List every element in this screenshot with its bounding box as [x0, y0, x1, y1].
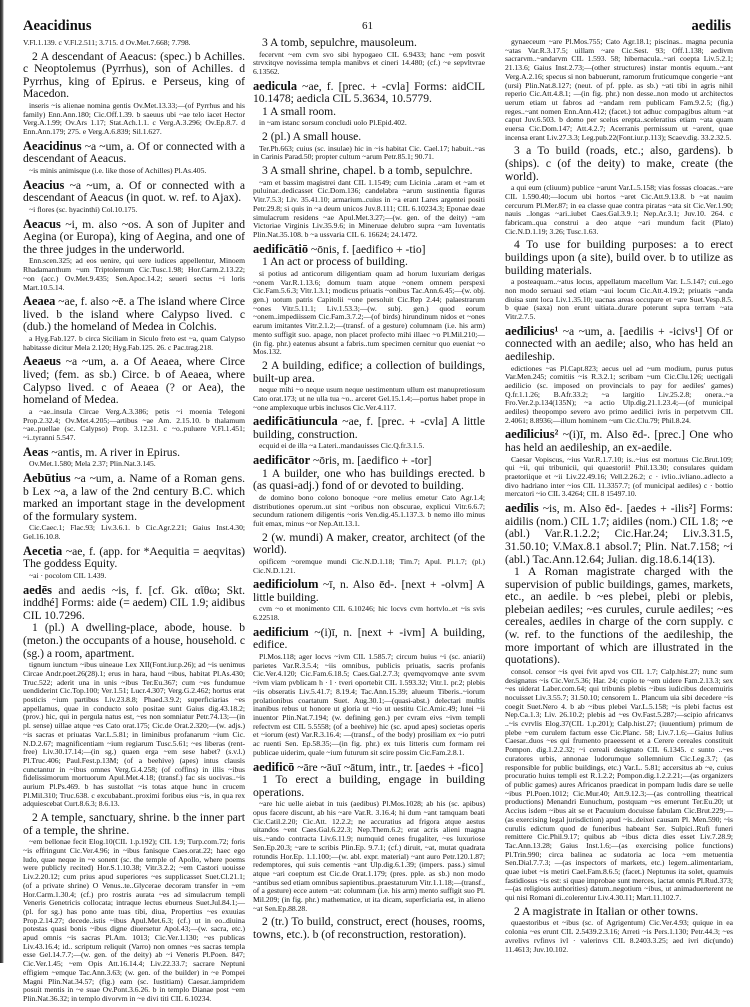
entry-definition: ~(i)ī, n. [next + -ivm] A building, edifice.: [253, 625, 485, 652]
dictionary-entry: [23, 545, 245, 571]
citation-block: a posteaquam..~atus locus, appellatum macellum Var. L.5.147; cui..ego non modo seruaui sed etiam ~aui locum Cic.Att.4.19.2; priuatis ~anda diuisa sunt loca Liv.1.35.10; uacnas areas occupare et ~are Suet.Vesp.8.5. b quae (saxa) non erunt uitiata..durare poterunt supra terram ~ata Vitr.2.7.5.: [505, 277, 733, 322]
headword: aedificātor: [253, 453, 311, 468]
headword: Aecetia: [23, 543, 63, 558]
entry-definition: ~a ~um, a. [aedilis + -icivs¹] Of or connected with an aedile; also, who has held an aedileship.: [505, 324, 733, 363]
column-left: [23, 38, 245, 1007]
citation-block: ~is minis animisque (i.e. like those of Achilles) Pl.As.405.: [29, 166, 207, 176]
citation-block: ecquid ei de illa ~a Lateri..mandauisses Cic.Q.fr.3.1.5.: [259, 441, 425, 451]
entry-definition: ~āre ~āuī ~ātum, intr., tr. [aedes + -fico]: [294, 760, 484, 774]
dictionary-entry: [23, 140, 245, 166]
dictionary-entry: [23, 218, 245, 257]
citation-block: quaestoribus et ~ibus (sc. of Agrigentum) Cic.Ver.4.93; quique in ea colonia ~es erunt CIL 2.5439.2.3.16; Arreti ~is Pers.1.130; Petr.44.3; ~es avrelivs rvfinvs ivl · valerinvs CIL 8.2403.3.25; aed ivri dic(undo) 11.4613; Juv.10.102.: [505, 918, 733, 954]
headword: aedificātiō: [253, 241, 309, 256]
headword: Aeas: [23, 444, 49, 459]
headword: aedicula: [253, 78, 298, 93]
dictionary-entry: [505, 502, 733, 566]
citation-block: ~are hic uelle aiebat in tuis (aedibus) Pl.Mos.1028; ab his (sc. apibus) opus facere discunt, ab his ~are Var.R. 3.16.4; hi dum ~ant tamquam beati Cic.Catil.2.20; Cic.Att. 12.2.2; ne accuratius ad frigora atque aestus uitandos ~ent Caes.Gal.6.22.3; Nep.Them.6.2; erat acris alieni magna uis..~ando contracta Liv.6.11.9; numquid cenes frugaliter, ~es luxuriose Sen.Ep.20.3; ~are te scribis Plin.Ep. 9.7.1; (cf.) diruit, ~at, mutat quadrata rotundis Hor.Ep. 1.1.100;—(w. abl. expr. material) ~ant auro Petr.120.1.87; redemptores, qui suis cementis ~ant Ulp.dig.6.1.39; (impers. pass.) simul atque ~ari coeptum est Cic.de Orat.1.179; (pres. pple. as sb.) non modo ~antibus sed etiam omnibus sapientibus..praestaturum Vitr.1.1.18;—(transf., of a gesture) ecce autem ~at: columnam (i.e. his arm) mento suffigit suo Pl. Mil.209; (in fig. phr.) mathematice, ut ita dicam, superficiaria est, in alieno ~at Sen.Ep.88.28.: [253, 799, 485, 913]
dictionary-entry: [23, 446, 245, 460]
entry-definition: ~ōnis, f. [aedifico + -tio]: [308, 242, 426, 256]
sense-definition: 1 A small room.: [262, 104, 337, 118]
citation-block: si potius ad anticorum diligentiam quam ad horum luxuriam derigas ~onem Var.R.1.13.6; domum tuam atque ~onem omnem perspexi Cic.Fam.5.6.3; Vitr.1.3.1; modicus priuatis ~onibus Tac.Ann.6.45;—(w. obj. gen.) uotum patris Capitolii ~one persoluit Cic.Rep 2.44; palaestrarum ~ones Vitr.5.11.1; Liv.1.53.3;—(w. subj. gen.) quod eorum ~onem..impediissem Cic.Fam.3.7.2;—(of birds) hirundinum nidos et ~ones earum imitantes Vitr.2.1.2;—(transf. of a gesture) columnam (i.e. his arm) mento suffigit suo. apage, non placet profecto mihi illaec ~o Pl.Mil.210;—(in fig. phr.) eatenus absunt a fabris..tum specimen cernitur quo eueniat ~o Mos.132.: [253, 268, 485, 357]
citation-block: Ov.Met.1.580; Mela 2.37; Plin.Nat.3.145.: [29, 459, 156, 469]
dictionary-entry: [253, 626, 485, 652]
citation-block: a Hyg.Fab.127. b circa Siciliam in Siculo freto est ~a, quam Calypso habitasse dicitur Mela 2.120; Hyg.Fab.125. 26. c Pac.trag.218.: [23, 334, 245, 352]
running-head-right: aedilis: [691, 18, 731, 34]
sense-definition: 1 A builder, one who has buildings erected. b (as quasi-adj.) fond of or devoted to building.: [253, 466, 485, 493]
citation-block: Pl.Mos.118; ager locvs ~ivm CIL 1.585.7; circum huius ~i (sc. aniarii) parietes Var.R.3.5.4; ~iis omnibus, publicis priuatis, sacris profanis Cic.Ver.4.120; Cic.Fam.6.18.5; Caes.Gal.2.7.3; qvemqvomqve ante svvm ~ivm viam pvblicam h · l · tveri oportebit CIL 1.593.32; Vitr.1. pr.2; plebis ~iis obseratis Liv.5.41.7; 8.19.4; Tac.Ann.15.39; alueum Tiberis..~iorum prolationibus coartatum Suet. Aug.30.1;—(quasi-abst.) delectari multis inanibus rebus ut honore ut gloria ut ~io ut uestitu Cic.Amic.49; lutei ~ii inuentor Plin.Nat.7.194; (w. defining gen.) per cvram eivs ~ivm templi refectvm est CIL 5.5558; (of a beehive) hic (sc. apud apes) societas operis et ~iorum (est) Var.R.3.16.4; —(transf., of the body) prosiliam ex ~io putri ac ruenti Sen. Ep.58.35;—(in fig. phr.) ex tuis litteris cum formam rei publicae uiderim, quale ~ium futurum sit scire possim Cic.Fam.2.8.1.: [253, 652, 485, 757]
sense-definition: 1 To erect a building, engage in building operations.: [253, 773, 485, 799]
sense-definition: 2 A descendant of Aeacus: (spec.) b Achilles. c Neoptolemus (Pyrrhus), son of Achilles. d Pyrrhus, king of Epirus. e Perseus, king of Macedon.: [23, 49, 245, 101]
sense-definition: 2 (pl.) A small house.: [262, 130, 362, 144]
entry-definition: ~(i)ī, m. Also ēd-. [prec.] One who has held an aedileship, an ex-aedile.: [505, 428, 733, 455]
sense-definition: 3 a To build (roads, etc.; also, gardens). b (ships). c (of the deity) to make, create (the world).: [505, 144, 733, 183]
sense-definition: 3 A tomb, sepulchre, mausoleum.: [262, 36, 417, 49]
entry-definition: ~a ~um, a. a Of Aeaea, where Circe lived; (fem. as sb.) Circe. b of Aeaea, where Calypso lived. c of Aeaea (? or Aea), the homeland of Medea.: [23, 355, 245, 407]
headword: Aeaea: [23, 294, 56, 309]
entry-definition: ~a ~um, a. Of or connected with a descendant of Aeacus.: [23, 139, 245, 166]
citation-block: Cic.Caec.1; Flac.93; Liv.3.6.1. b Cic.Agr.2.21; Gaius Inst.4.30; Gel.16.10.8.: [23, 523, 245, 542]
dictionary-entry: [505, 428, 733, 454]
headword: Aeacius: [23, 177, 65, 192]
entry-definition: ~ae, f. [prec. + -cvla] A little building, construction.: [253, 415, 485, 441]
dictionary-entry: [23, 179, 245, 205]
citation-block: ~em bellonae fecit Elog.10(CIL 1.p.192); CIL 1.9; Turp.com.72; foris ~is effringunt Cic.Ver.4.96; in ~ibus fanisque Caes.orat.22; haec ego ludo, quae neque in ~e sonent (sc. the temple of Apollo, where poems were publicly recited) Hor.S.1.10.38; Vitr.3.2.2; ~em Castori uouisse Liv.2.20.12; cum prius apud superiores ~es supplicasset Suet.Cl.21.1; (of a private shrine) O Venus..te..Glycerae decoram transfer in ~em Hor.Carm.1.30.4; (cf.) pro rostris aurata ~es ad simulacrum templi Veneris Genetricis collocata; intraque lectus eburneus Suet.Jul.84.1;—(pl. for sg.) has pono ante tuas tibi, diua, Propertius ~es exuuias Prop.2.14.27; decede..istis ~ibus Apul.Met.6.3; (cf.) ut in eo..diuina potestas quasi bonis ~ibus digne diuersetur Apol.43;—(w. sacra, etc.) apud omnis ~is sacras Pl.Am. 1013; Cic.Ver.1.130; ~es publicas Liv.43.16.4; id.. scriptum reliquit (Varro) non omnes ~es sacras templa esse Gel.14.7.7;—(w. gen. of the deity) ab ~i Veneris Pl.Poen. 847; Cic.Ver.1.45; ~em Opis Att.16.14.4; Liv.22.33.7; sacrare Neptuni effigiem ~emque Tac.Ann.3.63; (w. gen. of the builder) in ~e Pompei Magni Plin.Nat.34.57; (fig.) eam (sc. Iustitiam) Caesar..iampridem posuit mentis in ~e suae Ov.Pont.3.6.26. b in templo Dianae post ~em Plin.Nat.36.32; in templo divorvm in ~e divi titi CIL 6.10234.: [23, 837, 245, 1003]
citation-block: a qui eum (cliuum) publice ~arunt Var.L.5.158; vias fossas cloacas..~are CIL 1.590.40;—locum ubi hortos ~aret Cic.Att.9.13.8. b ~at nauim cercurum Pl.Mer.87; in ea classe quae contra piratas ~ata sit Cic.Ver.1.90; nauis ..longas ~ari..iubet Caes.Gal.3.9.1; Nep.Ar.3.1; Juv.10. 264. c fabricam..qua construi a deo atque ~ari mundum facit (Plato) Cic.N.D.1.19; 3.26; Tusc.1.63.: [505, 183, 733, 236]
headword: aedificātiuncula: [253, 414, 338, 429]
column-middle: [253, 37, 485, 942]
column-right: [505, 37, 733, 957]
sense-definition: 4 To use for building purposes: a to erect buildings upon (a site), build over. b to utilize as building materials.: [505, 238, 733, 277]
citation-block: opificem ~oremque mundi Cic.N.D.1.18; Tim.7; Apul. Pl.1.7; (pl.) Cic.N.D.1.21.: [253, 556, 485, 575]
dictionary-entry: [505, 325, 733, 364]
citation-block: V.Fl.1.139. c V.Fl.2.511; 3.715. d Ov.Met.7.668; 7.798.: [23, 38, 191, 47]
entry-definition: ~ae, f. [prec. + -cvla] Forms: aidCIL 10.1478; aedicla CIL 5.3634, 10.5779.: [253, 79, 485, 106]
entry-definition: ~ae, f. (app. for *Aequitia = aeqvitas) The goddess Equity.: [23, 544, 245, 571]
citation-block: Enn.scen.325; ad eos uenire, qui uere iudices appellentur, Minoem Rhadamanthum ~um Triptolemum Cic.Tusc.1.98; Hor.Carm.2.13.22; ~on (acc.) Ov.Met.9.435; Sen.Apoc.14.2; seueri sectus ~i loris Mart.10.5.14.: [23, 256, 245, 292]
citation-block: ~i flores (sc. hyacinthi) Col.10.175.: [29, 204, 138, 214]
dictionary-entry: [253, 80, 485, 106]
citation-block: inseris ~is alienae nomina gentis Ov.Met.13.33;—(of Pyrrhus and his family) Enn.Ann.180; Cic.Off.1.39. b saeuus ubi ~ae telo iacet Hector Verg.A.1.99; Ov.Ars 1.17; Stat.Ach.1.1. c Verg.A.3.296; Ov.Ep.8.7. d Enn.Ann.179; 275. e Verg.A.6.839; Sil.1.627.: [23, 101, 245, 137]
headword: aedificō: [253, 759, 295, 774]
citation-block: cvm ~o et monimento CIL 6.10246; hic locvs cvm hortvlo..et ~is svis 6.22518.: [253, 604, 485, 623]
dictionary-entry: [253, 578, 485, 604]
sense-definition: 2 A magistrate in Italian or other towns.: [514, 904, 699, 918]
entry-definition: ~a ~um, a. Of or connected with a descendant of Aeacus (in quot. w. ref. to Ajax).: [23, 178, 245, 205]
headword: aedificiolum: [253, 577, 319, 592]
dictionary-entry: [23, 584, 245, 623]
citation-block: fecervnt ~em cvm svo sibi hypogaeo CIL 6.9433; hanc ~em posvit strvxitqve novissima templa manibvs et cineri 14.480; (cf.) ~e sepvltvrae 6.13562.: [253, 49, 485, 76]
entry-definition: ~is, m. Also ēd-. [aedes + -ilis²] Forms: aidilis (nom.) CIL 1.7; aidiles (nom.) CIL 1.8; ~e (abl.) Var.R.1.2.2; Cic.Har.24; Liv.3.31.5, 31.50.10; V.Max.8.1 absol.7; Plin. Nat.7.158; ~i (abl.) Tac.Ann.12.64; Julian. dig.18.6.14(13).: [505, 502, 733, 566]
citation-block: gynaeceum ~are Pl.Mos.755; Cato Agr.18.1; piscinas.. magna pecunia ~atas Var.R.3.17.5; uillam ~are Cic.Sest. 93; Off.1.138; aedivm sacrarvm..~andarvm CIL 1.593. 58; hibernacula..~ari coepta Liv.5.2.1; 21.13.6; Gaius Inst.2.73;—(other structures) instar montis equum..~ant Verg.A.2.16; specus si non babuerunt, ramorum fruticumque congerie ~ant (ursi) Plin.Nat.8.127; (neut. of pf. pple. as sb.) ~ati tibi in agris nihil reperio Cic.Att.4.8.1; —(in fig. phr.) non desse..non modo ut architectos uerum etiam ut fabros ad ~andam rem publicam Fam.9.2.5; (fig.) reges..~ant nomen Enn.Ann.412; (facet.) tot adhuc compagibus altum ~at caput Juv.6.503. b domo per scelus erepta..sceleratius etiam ~ata quam euersa Cic.Dom.147; Att.4.2.7; Acerranis permissum ut ~arent, quae incensa erant Liv.27.3.3; Leg.pub.22(Font.iur.p.113); Scaev.dig. 33.2.32.5.: [505, 37, 733, 142]
citation-block: de domino bono colono bonoque ~ore melius emetur Cato Agr.1.4; distributiones operum..ut sint ~oribus non obscurae, explicui Vitr.6.6.7; secundum rationem diligentis ~oris Ven.dig.45.1.137.3. b nemo illo minus fuit emax, minus ~or Nep.Att.13.1.: [253, 492, 485, 528]
dictionary-entry: [253, 243, 485, 257]
headword: Aeaeus: [23, 354, 61, 369]
dictionary-entry: [23, 295, 245, 334]
dictionary-entry: [253, 454, 485, 468]
dictionary-entry: [23, 355, 245, 406]
sense-definition: 2 (w. mundi) A maker, creator, architect (of the world).: [253, 530, 485, 557]
headword: aedificium: [253, 624, 309, 639]
page-binding-edge: [0, 0, 4, 963]
headword: aedīlis: [505, 501, 539, 516]
headword: aedīlicius²: [505, 427, 559, 442]
entry-definition: ~a ~um, a. Name of a Roman gens. b Lex ~a, a law of the 2nd century B.C. which marked an important stage in the development of the formulary system.: [23, 471, 245, 523]
citation-block: Caesar Vopiscus, ~ius Var.R.1.7.10; is..~ius est mortuus Cic.Brut.109; qui ~ii, qui tribunicii, qui quaestorii! Phil.13.30; consulares quidam praetoriique et ~ii Liv.22.49.16; Vell.2.26.2; c · ivlio..ivliano..adlecto a divo hadriano inter ~ios CIL 11.3357.7; (of municipal aediles) c · bottio mercatori ~io CIL 3.4264; CIL 8 15497.10.: [505, 454, 733, 499]
citation-block: ~ai · pocolom CIL 1.439.: [29, 570, 107, 580]
citation-block: Ter.Ph.663; cuius (sc. insulae) hic in ~is habitat Cic. Cael.17; habuit..~as in Carinis Parad.50; propter cultum ~arum Petr.85.1; 90.71.: [253, 143, 485, 162]
dictionary-entry: [23, 472, 245, 523]
sense-definition: 2 A building, edifice; a collection of buildings, built-up area.: [253, 358, 485, 385]
headword: Aeacidinus: [23, 138, 82, 153]
headword: aedīlicius¹: [505, 323, 559, 338]
entry-definition: and aedis ~is, f. [cf. Gk. αἴθω; Skt. inddhé] Forms: aide (= aedem) CIL 1.9; aidibus CIL 10.7296.: [23, 583, 245, 622]
entry-definition: ~ōris, m. [aedifico + -tor]: [310, 454, 432, 468]
running-head-left: Aeacidinus: [23, 18, 92, 34]
page-number: 61: [362, 20, 373, 32]
sense-definition: 1 A Roman magistrate charged with the supervision of public buildings, games, markets, etc., an aedile. b ~es plebei, plebi or plebis, plebeian aediles; ~es curules, curule aediles; ~es cereales, aediles in charge of the corn supply. c (w. ref. to the functions of the aedileship, the more important of which are illustrated in the quotations).: [505, 565, 733, 667]
sense-definition: 2 A temple, sanctuary, shrine. b the inner part of a temple, the shrine.: [23, 811, 245, 837]
citation-block: a ~ae..insula Circae Verg.A.3.386; petis ~i moenia Telegoni Prop.2.32.4; Ov.Met.4.205;—artibus ~ae Am. 2.15.10. b thalamum ~ae..puellae (sc. Calypso) Prop. 3.12.31. c ~o..puluere V.Fl.1.451; ~i..tyranni 5.547.: [23, 406, 245, 442]
citation-block: tignum iunctum ~ibus uineaue Lex XII(Font.iur.p.26); ad ~is uenimus Circae Andr.poet.26(28).1; erus in hara, haud ~ibus, habitat Pl.As.430; Truc.522; aderit una in unis ~ibus Ter.Eu.367; cum ~es fundumue uendiderint Cic.Top.100; Ver.1.51; Lucr.4.307; Verg.G.2.462; hortus erat posticis ~ium partibus Liv.23.8.8; Phaed.3.9.2; superficiarias ~es appellamus, quae in conducto solo positae sunt Gaius dig.43.18.2; (prov.) hic, qui in pergula natus est, ~es non somniatur Petr.74.13;—(in pl. sense) uillae atque ~es Cato orat.175; Cic.de Orat.2.320;—(w. adjs.) ~is sacras et priuatas Var.L.5.81; in liminibus profanarum ~ium Cic. N.D.2.67; magnificentiam ~ium regiarum Tusc.5.61; ~es liberas (rent-free) Liv.30.17.14;—(in sg.) quaen erga ~em sese habet? (s.v.l.) Pl.Truc.406; Paul.Fest.p.13M; (of a beehive) (apes) intus clausis cunctantur in ~ibus omnes Verg.G.4.258; (of coffins) in illis ~ibus fidelissimorum mortuorum Apul.Met.4.18; (transf.) fac sis uocivas..~is aurium Pl.Ps.469. b has sustollat ~is totas atque hunc in crucem Pl.Mil.310; Truc.638. c excubabant..proximi foribus eius ~is, in qua rex adquiescebat Curt.8.6.3; 8.6.13.: [23, 660, 245, 809]
headword: aedēs: [23, 582, 52, 597]
sense-definition: 2 (tr.) To build, construct, erect (houses, rooms, towns, etc.). b (of reconstruction, restoration).: [253, 915, 485, 942]
citation-block: edictiones ~as Pl.Capt.823; aecus uel ad ~um modium, purus putus Var.Men.245; comitiis ~is R.3.2.1; scribam ~um Cic.Clu.126; uectigali aedilicio (sc. imposed on provincials to pay for aediles' games) Q.fr.1.1.26; B.Afr.33.2; ~a largitio Liv.25.2.8; onera..~a Fro.Ver.2.p.134(135N); ~a actio Ulp.dig.21.1.23.4;—(of municipal aediles) theopompo severo avo primo aedilici ivris in perpetvvm CIL 2.4061; 8.8936;—illum hominem ~um Cic.Clu.79; Phil.8.24.: [505, 363, 733, 425]
entry-definition: ~antis, m. A river in Epirus.: [48, 445, 181, 459]
sense-definition: 1 An act or process of building.: [262, 255, 408, 269]
citation-block: in ~am istanc sorsum concludi uolo Pl.Epid.402.: [259, 118, 407, 128]
citation-block: neque mihi ~o neque usum neque uestimentum ullum est manupretiosum Cato orat.173; ut ne ulla tua ~o.. arceret Gel.15.1.4;—portus habet prope in ~one amplexuque urbis inclusos Cic.Ver.4.117.: [253, 385, 485, 412]
headword: Aeacus: [23, 216, 61, 231]
sense-definition: 3 A small shrine, chapel. b a tomb, sepulchre.: [262, 164, 473, 178]
dictionary-entry: [253, 415, 485, 441]
entry-definition: ~i, m. also ~os. A son of Jupiter and Aegina (or Europa), king of Aegina, and one of the three judges in the underworld.: [23, 217, 245, 256]
citation-block: ~am et bassim magistrei dant CIL 1.1549; cum Licinia ..aram et ~am et puluinar..dedicasset Cic.Dom.136; candelabra ~arum sustinentia figuras Vitr.7.5.3; Liv. 35.41.10; armarium..cuius in ~a erant Lares argentei positi Petr.29.8; si quis in ~a deum unicos Juv.8.111; CIL 6.10234.3; Eponae deae simulacrum residens ~ae Apul.Met.3.27;—(w. gen. of the deity) ~am Victoriae Virginis Liv.35.9.6; in Mineruae delubro supra ~am Iuventatis Plin.Nat.35.108. b ~a ussvaria CIL 6. 16624; 24.1472.: [253, 177, 485, 239]
headword: Aebūtius: [23, 470, 71, 485]
sense-definition: 1 (pl.) A dwelling-place, abode, house. b (meton.) the occupants of a house, household. c (sg.) a room, apartment.: [23, 621, 245, 660]
citation-block: consol. censor ~is qvei fvit apvd vos CIL 1.7; Calp.hist.27; nunc sum designatus ~is Cic.Ver.5.36; Har. 24; cupio te ~em uidere Fam.2.13.3; sex ~es uiderat Laber.com.64; qui tribunis plebis ~ibus iudicibus decemuiris nocuisset Liv.3.55.7; 31.50.10; censorem L. Plancum uia sibi decedere ~is coegit Suet.Nero 4. b ab ~ibus plebei Var.L.5.158; ~is plebi factus est Nep.Ca.1.3; Liv. 26.10.2; plebis ad ~es Ov.Fast.5.287;—scipio africanvs ..~is cvrvlis Elog.37(CIL 1.p.201); Calp.hist.27; (iuuentium) primum de plebe ~em curulem factum esse Cic.Planc. 58; Liv.7.1.6;—Gaius Iulius Caesar..duos ~es qui frumento praeessent et a Cerere cereales constituit Pompon. dig.1.2.2.32; ~i cereali designato CIL 6.1345. c sunto ..~es curatores urbis, annonae ludorumque sollemnium Cic.Leg.3.7; (as responsible for public buildings, etc.) Var.L. 5.81; accersitus ab ~e, cuius procuratio huius templi est R.1.2.2; Pompon.dig.1.2.2.21;—(as organizers of public games) aures Africanos praedicat in pompam ludis dare se uelle ~ibus Pl.Poen.1012; Cic.Mur.40; Att.9.12.3;—(as controlling theatrical productions) Menandri Eunuchum, postquam ~es emerunt Ter.Eu.20; ut Accius isdem ~ibus ait se et Pacuuium docuisse fabulam Cic.Brut.229;—(as exercising legal jurisdiction) apud ~is..deixei causam Pl. Men.590; ~is curulis edictum quod de funeribus habeant Ser. Sulpici..Rufi funeri remittere Cic.Phil.9.17; quibus ab ~ibus dicta dies esset Liv.7.28.9; Tac.Ann.13.28; Gaius Inst.1.6;—(as exercising police functions) Pl.Trin.990; circa balinea ac sudatoria ac loca ~em metuentia Sen.Dial.7.7.3; —(as inspectors of markets, etc.) legem..alimentariam, quae iubet ~is metiri Cael.Fam.8.6.5; (facet.) Neptunus ita solet, quamuis fastidiosus ~is est: si quae improbae sunt merces, iactat omnis Pl.Rud.373;—(as religious authorities) datum..negotium ~ibus, ut animaduerterent ne qui nisi Romani di..colerentur Liv.4.30.11; Mart.11.102.7.: [505, 666, 733, 903]
entry-definition: ~ī, n. Also ēd-. [next + -olvm] A little building.: [253, 578, 485, 604]
dictionary-entry: [253, 761, 485, 775]
entry-definition: ~ae, f. also ~ē. a The island where Circe lived. b the island where Calypso lived. c (dub.) the homeland of Medea in Colchis.: [23, 295, 245, 334]
